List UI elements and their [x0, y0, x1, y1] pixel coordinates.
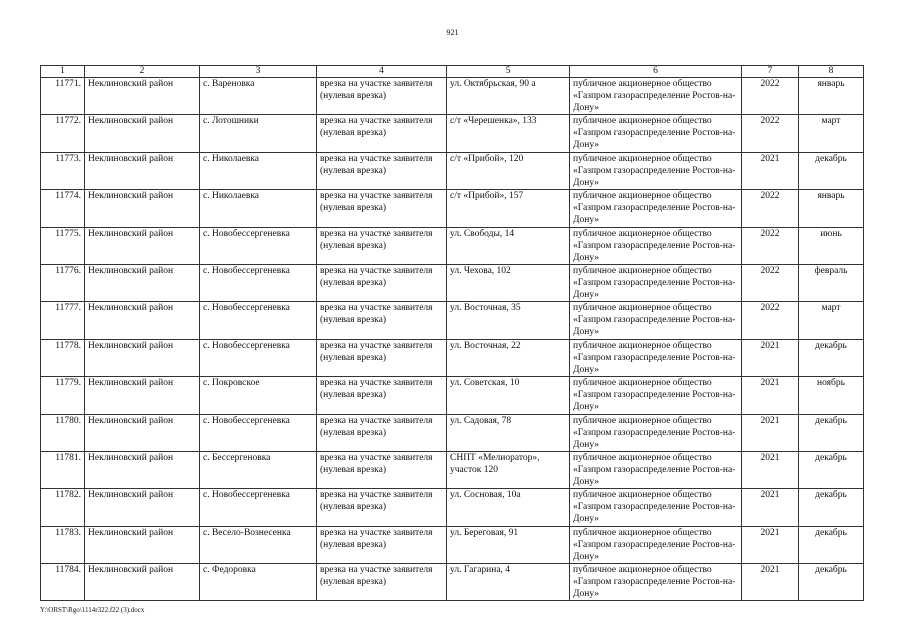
month-cell: декабрь	[799, 564, 864, 601]
organization-cell: публичное акционерное общество «Газпром газораспределение Ростов-на-Дону»	[570, 526, 742, 563]
organization-cell: публичное акционерное общество «Газпром газораспределение Ростов-на-Дону»	[570, 190, 742, 227]
address-cell: СНПТ «Мелиоратор», участок 120	[447, 451, 570, 488]
row-number: 11784.	[41, 564, 85, 601]
address-cell: ул. Чехова, 102	[447, 264, 570, 301]
registry-table	[40, 65, 864, 601]
address-cell: ул. Береговая, 91	[447, 526, 570, 563]
table-row	[41, 377, 864, 414]
address-cell: ул. Сосновая, 10а	[447, 489, 570, 526]
address-cell: ул. Советская, 10	[447, 377, 570, 414]
district-cell: Неклиновский район	[85, 152, 200, 189]
work-type-cell: врезка на участке заявителя (нулевая врезка)	[317, 190, 447, 227]
address-cell: с/т «Черешенка», 133	[447, 115, 570, 152]
organization-cell: публичное акционерное общество «Газпром газораспределение Ростов-на-Дону»	[570, 414, 742, 451]
work-type-cell: врезка на участке заявителя (нулевая врезка)	[317, 264, 447, 301]
table-row	[41, 451, 864, 488]
table-row	[41, 414, 864, 451]
month-cell: июнь	[799, 227, 864, 264]
district-cell: Неклиновский район	[85, 339, 200, 376]
work-type-cell: врезка на участке заявителя (нулевая врезка)	[317, 339, 447, 376]
organization-cell: публичное акционерное общество «Газпром газораспределение Ростов-на-Дону»	[570, 227, 742, 264]
year-cell: 2022	[742, 190, 799, 227]
row-number: 11782.	[41, 489, 85, 526]
district-cell: Неклиновский район	[85, 377, 200, 414]
table-row	[41, 564, 864, 601]
table-row	[41, 115, 864, 152]
organization-cell: публичное акционерное общество «Газпром газораспределение Ростов-на-Дону»	[570, 564, 742, 601]
work-type-cell: врезка на участке заявителя (нулевая врезка)	[317, 489, 447, 526]
work-type-cell: врезка на участке заявителя (нулевая врезка)	[317, 564, 447, 601]
work-type-cell: врезка на участке заявителя (нулевая врезка)	[317, 152, 447, 189]
month-cell: декабрь	[799, 339, 864, 376]
settlement-cell: с. Новобессергеневка	[200, 302, 317, 339]
year-cell: 2022	[742, 227, 799, 264]
settlement-cell: с. Новобессергеневка	[200, 339, 317, 376]
settlement-cell: с. Покровское	[200, 377, 317, 414]
month-cell: март	[799, 115, 864, 152]
month-cell: ноябрь	[799, 377, 864, 414]
month-cell: декабрь	[799, 489, 864, 526]
district-cell: Неклиновский район	[85, 414, 200, 451]
row-number: 11780.	[41, 414, 85, 451]
row-number: 11783.	[41, 526, 85, 563]
year-cell: 2021	[742, 339, 799, 376]
month-cell: январь	[799, 78, 864, 115]
month-cell: декабрь	[799, 152, 864, 189]
address-cell: с/т «Прибой», 120	[447, 152, 570, 189]
year-cell: 2021	[742, 377, 799, 414]
table-row	[41, 152, 864, 189]
year-cell: 2021	[742, 489, 799, 526]
organization-cell: публичное акционерное общество «Газпром газораспределение Ростов-на-Дону»	[570, 78, 742, 115]
settlement-cell: с. Новобессергеневка	[200, 414, 317, 451]
settlement-cell: с. Федоровка	[200, 564, 317, 601]
work-type-cell: врезка на участке заявителя (нулевая врезка)	[317, 78, 447, 115]
year-cell: 2021	[742, 451, 799, 488]
year-cell: 2022	[742, 264, 799, 301]
year-cell: 2022	[742, 115, 799, 152]
row-number: 11776.	[41, 264, 85, 301]
column-number: 8	[799, 66, 864, 78]
settlement-cell: с. Николаевка	[200, 190, 317, 227]
row-number: 11781.	[41, 451, 85, 488]
table-row	[41, 190, 864, 227]
row-number: 11779.	[41, 377, 85, 414]
file-path-footer: Y:\ORST\Rgo\1114r322.f22 (3).docx	[40, 606, 145, 614]
organization-cell: публичное акционерное общество «Газпром газораспределение Ростов-на-Дону»	[570, 377, 742, 414]
column-number: 7	[742, 66, 799, 78]
table-row	[41, 302, 864, 339]
district-cell: Неклиновский район	[85, 564, 200, 601]
settlement-cell: с. Весело-Вознесенка	[200, 526, 317, 563]
year-cell: 2021	[742, 152, 799, 189]
settlement-cell: с. Новобессергеневка	[200, 227, 317, 264]
work-type-cell: врезка на участке заявителя (нулевая врезка)	[317, 227, 447, 264]
table-row	[41, 227, 864, 264]
row-number: 11777.	[41, 302, 85, 339]
month-cell: март	[799, 302, 864, 339]
organization-cell: публичное акционерное общество «Газпром газораспределение Ростов-на-Дону»	[570, 451, 742, 488]
organization-cell: публичное акционерное общество «Газпром газораспределение Ростов-на-Дону»	[570, 489, 742, 526]
table-row	[41, 339, 864, 376]
month-cell: январь	[799, 190, 864, 227]
column-number: 3	[200, 66, 317, 78]
table-row	[41, 264, 864, 301]
row-number: 11772.	[41, 115, 85, 152]
year-cell: 2021	[742, 564, 799, 601]
month-cell: декабрь	[799, 414, 864, 451]
work-type-cell: врезка на участке заявителя (нулевая врезка)	[317, 377, 447, 414]
district-cell: Неклиновский район	[85, 302, 200, 339]
month-cell: декабрь	[799, 526, 864, 563]
row-number: 11774.	[41, 190, 85, 227]
settlement-cell: с. Новобессергеневка	[200, 489, 317, 526]
district-cell: Неклиновский район	[85, 78, 200, 115]
address-cell: ул. Свободы, 14	[447, 227, 570, 264]
work-type-cell: врезка на участке заявителя (нулевая врезка)	[317, 115, 447, 152]
table-row	[41, 489, 864, 526]
column-number: 1	[41, 66, 85, 78]
column-number: 2	[85, 66, 200, 78]
address-cell: с/т «Прибой», 157	[447, 190, 570, 227]
row-number: 11773.	[41, 152, 85, 189]
year-cell: 2022	[742, 302, 799, 339]
row-number: 11775.	[41, 227, 85, 264]
settlement-cell: с. Бессергеновка	[200, 451, 317, 488]
district-cell: Неклиновский район	[85, 526, 200, 563]
address-cell: ул. Восточная, 35	[447, 302, 570, 339]
organization-cell: публичное акционерное общество «Газпром газораспределение Ростов-на-Дону»	[570, 152, 742, 189]
address-cell: ул. Октябрьская, 90 а	[447, 78, 570, 115]
row-number: 11778.	[41, 339, 85, 376]
table-row	[41, 526, 864, 563]
organization-cell: публичное акционерное общество «Газпром газораспределение Ростов-на-Дону»	[570, 264, 742, 301]
district-cell: Неклиновский район	[85, 451, 200, 488]
column-number: 4	[317, 66, 447, 78]
year-cell: 2021	[742, 526, 799, 563]
address-cell: ул. Восточная, 22	[447, 339, 570, 376]
settlement-cell: с. Новобессергеневка	[200, 264, 317, 301]
column-number: 5	[447, 66, 570, 78]
district-cell: Неклиновский район	[85, 190, 200, 227]
month-cell: февраль	[799, 264, 864, 301]
year-cell: 2021	[742, 414, 799, 451]
work-type-cell: врезка на участке заявителя (нулевая врезка)	[317, 414, 447, 451]
page-number: 921	[446, 28, 459, 37]
year-cell: 2022	[742, 78, 799, 115]
work-type-cell: врезка на участке заявителя (нулевая врезка)	[317, 302, 447, 339]
settlement-cell: с. Лотошники	[200, 115, 317, 152]
column-number: 6	[570, 66, 742, 78]
settlement-cell: с. Николаевка	[200, 152, 317, 189]
column-number-row	[41, 66, 864, 78]
address-cell: ул. Гагарина, 4	[447, 564, 570, 601]
district-cell: Неклиновский район	[85, 227, 200, 264]
organization-cell: публичное акционерное общество «Газпром газораспределение Ростов-на-Дону»	[570, 339, 742, 376]
work-type-cell: врезка на участке заявителя (нулевая врезка)	[317, 526, 447, 563]
row-number: 11771.	[41, 78, 85, 115]
month-cell: декабрь	[799, 451, 864, 488]
table-row	[41, 78, 864, 115]
organization-cell: публичное акционерное общество «Газпром газораспределение Ростов-на-Дону»	[570, 302, 742, 339]
settlement-cell: с. Вареновка	[200, 78, 317, 115]
district-cell: Неклиновский район	[85, 115, 200, 152]
district-cell: Неклиновский район	[85, 264, 200, 301]
work-type-cell: врезка на участке заявителя (нулевая врезка)	[317, 451, 447, 488]
address-cell: ул. Садовая, 78	[447, 414, 570, 451]
organization-cell: публичное акционерное общество «Газпром газораспределение Ростов-на-Дону»	[570, 115, 742, 152]
district-cell: Неклиновский район	[85, 489, 200, 526]
